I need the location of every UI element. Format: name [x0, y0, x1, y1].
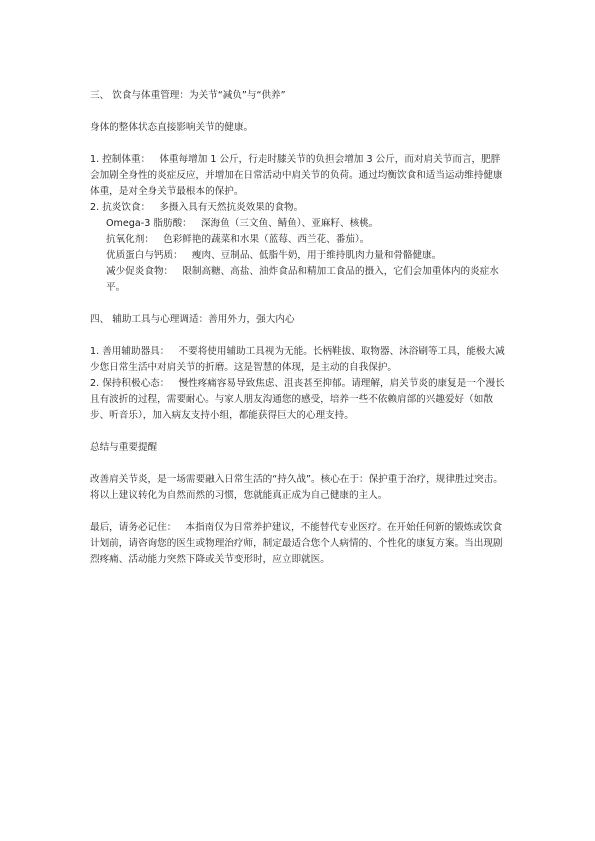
section-3-heading: 三、 饮食与体重管理：为关节“减负”与“供养” — [90, 90, 286, 101]
section-4-item-1 — [90, 344, 508, 376]
item-text: 慢性疼痛容易导致焦虑、沮丧甚至抑郁。请理解，肩关节炎的康复是一个漫长且有波折的过程，需要耐心。与家人朋友沟通您的感受，培养一些不依赖肩部的兴趣爱好（如散步、听音乐），加入病友支持小组，都能获得巨大的心理支持。 — [90, 378, 505, 421]
item-label: 2. 抗炎饮食： — [90, 202, 151, 213]
section-4-item-2 — [90, 376, 508, 424]
sub-item-label: 减少促炎食物： — [106, 266, 174, 277]
sub-item-omega3 — [90, 216, 508, 232]
sub-item-text: 瘦肉、豆制品、低脂牛奶，用于维持肌肉力量和骨骼健康。 — [191, 250, 442, 261]
item-label: 2. 保持积极心态： — [90, 378, 170, 389]
sub-item-text: 限制高糖、高盐、油炸食品和精加工食品的摄入，它们会加重体内的炎症水平。 — [106, 266, 499, 293]
summary-paragraph: 改善肩关节炎，是一场需要融入日常生活的“持久战”。核心在于：保护重于治疗，规律胜过突击。 将以上建议转化为自然而然的习惯，您就能真正成为自己健康的主人。 — [90, 474, 503, 501]
sub-item-text: 色彩鲜艳的蔬菜和水果（蓝莓、西兰花、番茄）。 — [163, 234, 370, 245]
section-4-heading: 四、 辅助工具与心理调适：善用外力，强大内心 — [90, 314, 295, 325]
summary-heading: 总结与重要提醒 — [90, 442, 158, 453]
final-reminder-paragraph — [90, 520, 508, 568]
sub-item-antioxidants — [90, 232, 508, 248]
section-3-item-1 — [90, 152, 508, 200]
section-3-item-2 — [90, 200, 508, 216]
sub-item-reduce-inflammatory — [90, 264, 508, 296]
item-label: 1. 善用辅助器具： — [90, 346, 170, 357]
sub-item-label: 抗氧化剂： — [106, 234, 154, 245]
sub-item-protein-calcium — [90, 248, 508, 264]
item-text: 多摄入具有天然抗炎效果的食物。 — [159, 202, 304, 213]
document-page — [90, 88, 508, 568]
section-3-intro: 身体的整体状态直接影响关节的健康。 — [90, 122, 254, 133]
reminder-label: 最后，请务必记住： — [90, 522, 177, 533]
item-label: 1. 控制体重： — [90, 154, 151, 165]
sub-item-text: 深海鱼（三文鱼、鲭鱼）、亚麻籽、核桃。 — [200, 218, 379, 229]
reminder-text: 本指南仅为日常养护建议，不能替代专业医疗。在开始任何新的锻炼或饮食计划前，请咨询您的医生或物理治疗师，制定最适合您个人病情的、个性化的康复方案。当出现剧烈疼痛、活动能力突然下降或关节变形时，应立即就医。 — [90, 522, 503, 565]
item-text: 不要将使用辅助工具视为无能。长柄鞋拔、取物器、沐浴刷等工具，能极大减少您日常生活中对肩关节的折磨。这是智慧的体现，是主动的自我保护。 — [90, 346, 505, 373]
item-text: 体重每增加 1 公斤，行走时膝关节的负担会增加 3 公斤，而对肩关节而言，肥胖会加剧全身性的炎症反应，并增加在日常活动中肩关节的负荷。通过均衡饮食和适当运动维持健康体重，是对全身关节最根本的保护。 — [90, 154, 503, 197]
sub-item-label: 优质蛋白与钙质： — [106, 250, 183, 261]
sub-item-label: Omega-3 脂肪酸： — [106, 218, 192, 229]
